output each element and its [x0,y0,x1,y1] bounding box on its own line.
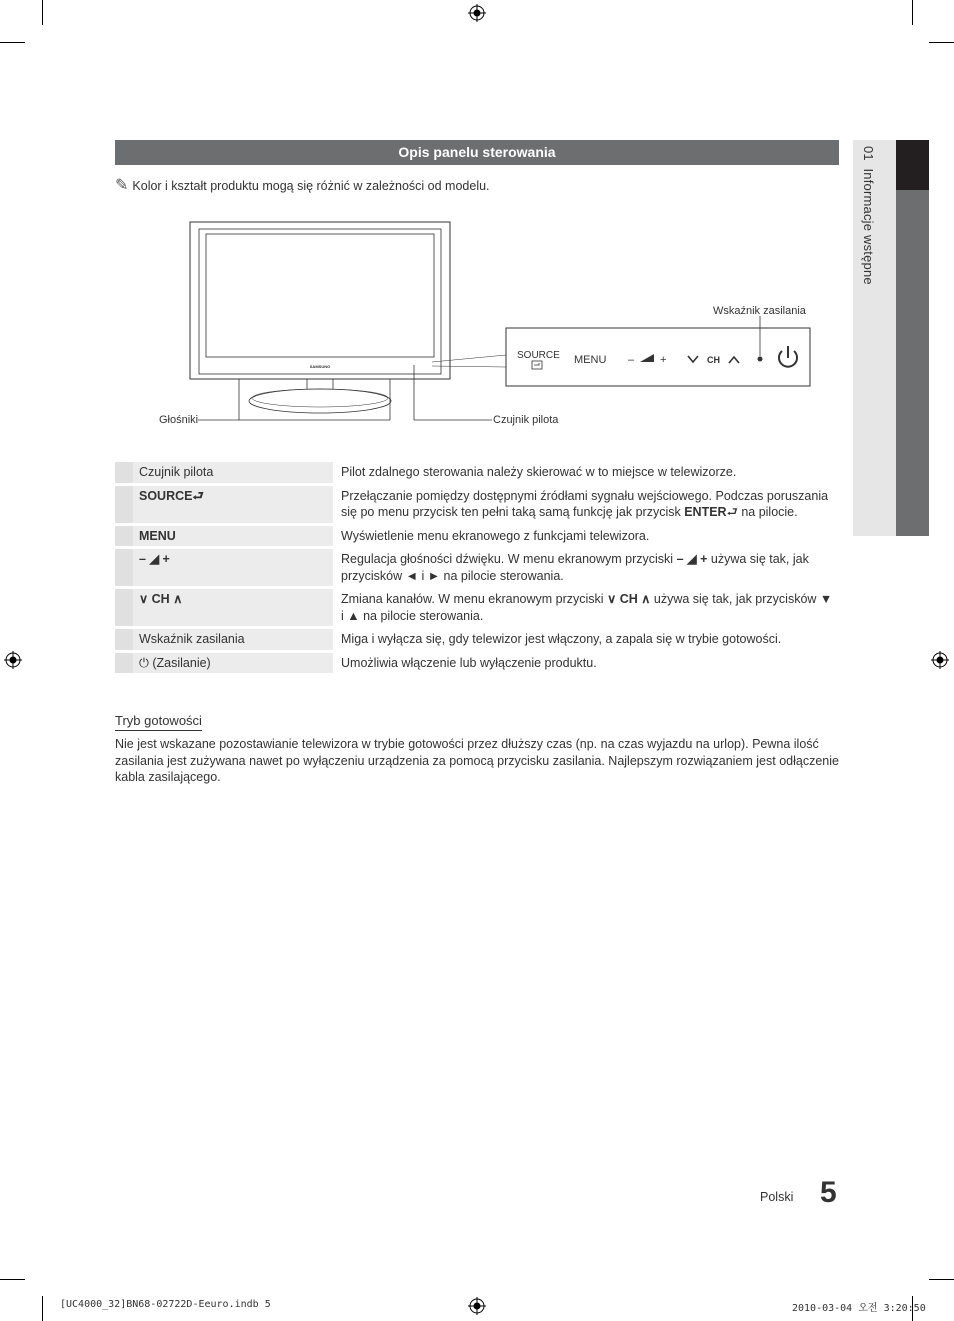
row-name [133,588,335,628]
table-row [115,484,839,524]
row-description-text: używa się tak, jak przycisków ◄ i ► na pilocie sterowania. [341,552,809,583]
chevron-down-icon: ∨ [139,592,149,606]
volume-ramp-icon: ◢ [687,552,697,566]
page-number: 5 [820,1176,837,1209]
tv-brand-label: SAMSUNG [309,364,331,369]
row-description: Pilot zdalnego sterowania należy skierować w to miejsce w telewizorze. [335,462,839,484]
row-name [133,484,335,524]
standby-paragraph: Nie jest wskazane pozostawianie telewizora w trybie gotowości przez dłuższy czas (np. na czas wyjazdu na urlop). Pewna ilość zasilania jest zużywana nawet po wyłączeniu urządzenia za pomocą przycisku zasilania. Najlepszym rozwiązaniem jest odłączenie kabla zasilającego. [115,737,839,784]
row-description-text: na pilocie. [737,505,798,519]
chevron-up-icon: ∧ [173,592,183,606]
panel-menu-label: MENU [574,354,607,366]
registration-mark-icon [931,651,949,669]
row-description: Umożliwia włączenie lub wyłączenie produktu. [335,651,839,675]
row-description-text: Przełączanie pomiędzy dostępnymi źródłami sygnału wejściowego. Podczas poruszania się po menu przycisk ten pełni taką samą funkcję jak przycisk [341,488,829,519]
power-indicator-dot [758,357,763,362]
row-description-text: Regulacja głośności dźwięku. W menu ekranowym przyciski [341,552,674,566]
power-label: (Zasilanie) [152,655,211,670]
standby-heading: Tryb gotowości [115,713,202,731]
volume-minus-label: – [676,552,684,566]
ch-label: CH [151,592,170,606]
registration-mark-icon [468,1297,486,1315]
chevron-down-icon: ∨ [607,592,617,606]
registration-mark-icon [468,4,486,22]
control-panel-table [115,462,839,676]
remote-sensor-label: Czujnik pilota [493,414,559,426]
row-description [335,588,839,628]
tv-diagram [150,215,820,430]
chapter-tab [853,140,896,536]
volume-plus-label: + [162,552,170,566]
crop-mark [912,0,913,25]
table-row [115,524,839,548]
note-text: Kolor i kształt produktu mogą się różnić w zależności od modelu. [132,179,490,193]
table-row [115,651,839,675]
table-row [115,588,839,628]
crop-mark [0,42,25,43]
row-description: Wyświetlenie menu ekranowego z funkcjami telewizora. [335,524,839,548]
chapter-title: Informacje wstępne [861,168,876,285]
crop-mark [929,1279,954,1280]
enter-icon: ⮐ [726,505,738,519]
pencil-note-icon: ✎ [115,177,129,194]
table-row [115,628,839,652]
row-name: MENU [133,524,335,548]
chapter-number: 01 [861,146,876,161]
row-description-text: Zmiana kanałów. W menu ekranowym przyciski [341,592,608,606]
crop-mark [929,42,954,43]
ch-label: CH [619,592,638,606]
table-row [115,462,839,484]
enter-icon: ⮐ [192,488,204,503]
panel-volume-label: – [628,354,635,366]
registration-mark-icon [4,651,22,669]
row-description [335,484,839,524]
footer-language: Polski [760,1190,794,1204]
row-description-text: używa się tak, jak przycisków ▼ i ▲ na pilocie sterowania. [341,592,833,623]
row-description: Miga i wyłącza się, gdy telewizor jest włączony, a zapala się w trybie gotowości. [335,628,839,652]
volume-ramp-icon: ◢ [149,552,160,566]
volume-minus-label: – [139,552,146,566]
crop-mark [42,0,43,25]
chevron-up-icon: ∧ [641,592,651,606]
svg-text:+: + [660,354,667,366]
chapter-tab-label [861,146,876,285]
table-row [115,548,839,588]
row-name: Wskaźnik zasilania [133,628,335,652]
volume-plus-label: + [700,552,708,566]
print-date-info: 2010-03-04 오전 3:20:50 [792,1303,926,1314]
row-name [133,548,335,588]
row-description [335,548,839,588]
chapter-tab-grey-block [896,190,929,536]
power-indicator-label: Wskaźnik zasilania [713,305,806,317]
print-file-info: [UC4000_32]BN68-02722D-Eeuro.indb 5 [60,1299,271,1310]
row-name [133,651,335,675]
row-name: Czujnik pilota [133,462,335,484]
note [115,175,490,195]
chapter-tab-dark-block [896,140,929,190]
tv-stand-base [249,389,391,413]
power-icon: ⏻ [139,655,149,670]
tv-frame [190,222,450,379]
panel-source-label: SOURCE [517,350,560,361]
panel-ch-label: CH [707,355,720,365]
enter-label: ENTER [684,505,727,519]
section-title: Opis panelu sterowania [115,140,839,165]
source-label: SOURCE [139,488,193,503]
speakers-label: Głośniki [159,414,199,426]
crop-mark [42,1296,43,1321]
crop-mark [0,1279,25,1280]
